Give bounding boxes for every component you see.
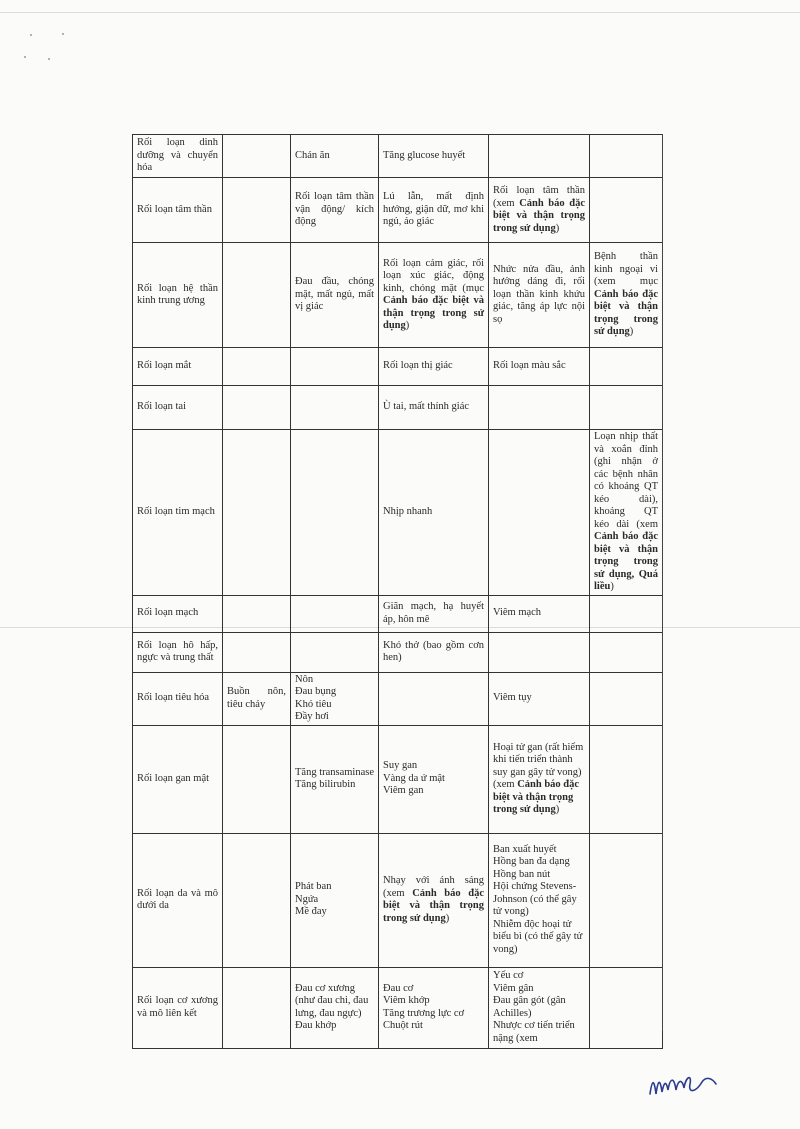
frequency-cell: Giãn mạch, hạ huyết áp, hôn mê xyxy=(379,595,489,632)
frequency-cell xyxy=(590,632,663,672)
frequency-cell: Nôn Đau bụng Khó tiêu Đầy hơi xyxy=(291,672,379,725)
frequency-cell xyxy=(489,386,590,430)
frequency-cell: Rối loạn thị giác xyxy=(379,348,489,386)
frequency-cell xyxy=(590,595,663,632)
frequency-cell: Bệnh thần kinh ngoại vi (xem mục Cảnh báo đặc biệt và thận trọng trong sử dụng) xyxy=(590,243,663,348)
table-row xyxy=(133,632,663,672)
organ-class-cell: Rối loạn cơ xương và mô liên kết xyxy=(133,967,223,1048)
organ-class-cell: Rối loạn mắt xyxy=(133,348,223,386)
frequency-cell xyxy=(223,178,291,243)
frequency-cell xyxy=(489,430,590,596)
frequency-cell xyxy=(223,348,291,386)
frequency-cell: Tăng transaminase Tăng bilirubin xyxy=(291,725,379,833)
frequency-cell: Ban xuất huyết Hồng ban đa dạng Hồng ban nút Hội chứng Stevens-Johnson (có thể gây tử vong) Nhiễm độc hoại tử biểu bì (có thể gây tử vong) xyxy=(489,833,590,967)
frequency-cell xyxy=(223,967,291,1048)
frequency-cell xyxy=(291,386,379,430)
table-row xyxy=(133,430,663,596)
table-row xyxy=(133,348,663,386)
table-right-border xyxy=(662,134,663,1031)
frequency-cell xyxy=(291,430,379,596)
frequency-cell: Lú lẫn, mất định hướng, giận dữ, mơ khi ngủ, ảo giác xyxy=(379,178,489,243)
frequency-cell: Nhức nửa đầu, ảnh hưởng dáng đi, rối loạn thần kinh khứu giác, tăng áp lực nội sọ xyxy=(489,243,590,348)
table-row xyxy=(133,725,663,833)
frequency-cell: Rối loạn tâm thần vận động/ kích động xyxy=(291,178,379,243)
frequency-cell xyxy=(223,135,291,178)
frequency-cell: Tăng glucose huyết xyxy=(379,135,489,178)
frequency-cell: Yếu cơ Viêm gân Đau gân gót (gân Achilles) Nhược cơ tiến triển nặng (xem xyxy=(489,967,590,1048)
frequency-cell: Loạn nhịp thất và xoắn đỉnh (ghi nhận ở các bệnh nhân có khoảng QT kéo dài), khoảng QT kéo dài (xem Cảnh báo đặc biệt và thận trọng trong sử dụng, Quá liều) xyxy=(590,430,663,596)
frequency-cell xyxy=(489,135,590,178)
frequency-cell xyxy=(223,386,291,430)
table-row xyxy=(133,833,663,967)
table-row xyxy=(133,967,663,1048)
frequency-cell xyxy=(489,632,590,672)
frequency-cell xyxy=(223,430,291,596)
organ-class-cell: Rối loạn mạch xyxy=(133,595,223,632)
handwritten-signature xyxy=(646,1068,726,1100)
frequency-cell: Nhịp nhanh xyxy=(379,430,489,596)
frequency-cell: Hoại tử gan (rất hiếm khi tiến triển thành suy gan gây tử vong) (xem Cảnh báo đặc biệt và thận trọng trong sử dụng) xyxy=(489,725,590,833)
table-row xyxy=(133,672,663,725)
scan-dot xyxy=(48,58,50,60)
frequency-cell: Đau cơ xương (như đau chi, đau lưng, đau ngực) Đau khớp xyxy=(291,967,379,1048)
organ-class-cell: Rối loạn tai xyxy=(133,386,223,430)
organ-class-cell: Rối loạn tâm thần xyxy=(133,178,223,243)
organ-class-cell: Rối loạn tim mạch xyxy=(133,430,223,596)
organ-class-cell: Rối loạn dinh dưỡng và chuyển hóa xyxy=(133,135,223,178)
scan-dot xyxy=(30,34,32,36)
frequency-cell: Đau cơ Viêm khớp Tăng trương lực cơ Chuột rút xyxy=(379,967,489,1048)
frequency-cell xyxy=(223,632,291,672)
organ-class-cell: Rối loạn hô hấp, ngực và trung thất xyxy=(133,632,223,672)
table-row xyxy=(133,386,663,430)
frequency-cell xyxy=(590,833,663,967)
table-row xyxy=(133,243,663,348)
frequency-cell xyxy=(291,595,379,632)
organ-class-cell: Rối loạn tiêu hóa xyxy=(133,672,223,725)
frequency-cell: Nhạy với ánh sáng (xem Cảnh báo đặc biệt và thận trọng trong sử dụng) xyxy=(379,833,489,967)
organ-class-cell: Rối loạn gan mật xyxy=(133,725,223,833)
frequency-cell: Phát ban Ngứa Mề đay xyxy=(291,833,379,967)
frequency-cell xyxy=(379,672,489,725)
scan-dot xyxy=(24,56,26,58)
frequency-cell: Buồn nôn, tiêu chảy xyxy=(223,672,291,725)
frequency-cell: Rối loạn tâm thần (xem Cảnh báo đặc biệt và thận trọng trong sử dụng) xyxy=(489,178,590,243)
frequency-cell: Viêm tụy xyxy=(489,672,590,725)
frequency-cell xyxy=(223,595,291,632)
frequency-cell: Đau đầu, chóng mặt, mất ngủ, mất vị giác xyxy=(291,243,379,348)
adverse-effects-table xyxy=(132,134,663,1049)
scan-dot xyxy=(62,33,64,35)
frequency-cell xyxy=(223,833,291,967)
frequency-cell xyxy=(590,386,663,430)
frequency-cell xyxy=(291,348,379,386)
frequency-cell: Rối loạn màu sắc xyxy=(489,348,590,386)
frequency-cell xyxy=(223,243,291,348)
frequency-cell xyxy=(590,135,663,178)
frequency-cell: Rối loạn cảm giác, rối loạn xúc giác, động kinh, chóng mặt (mục Cảnh báo đặc biệt và thận trọng trong sử dụng) xyxy=(379,243,489,348)
frequency-cell xyxy=(590,725,663,833)
frequency-cell: Suy gan Vàng da ứ mật Viêm gan xyxy=(379,725,489,833)
frequency-cell xyxy=(590,178,663,243)
organ-class-cell: Rối loạn da và mô dưới da xyxy=(133,833,223,967)
frequency-cell xyxy=(223,725,291,833)
frequency-cell xyxy=(590,348,663,386)
frequency-cell xyxy=(590,967,663,1048)
organ-class-cell: Rối loạn hệ thần kinh trung ương xyxy=(133,243,223,348)
table-row xyxy=(133,135,663,178)
frequency-cell: Viêm mạch xyxy=(489,595,590,632)
table-row xyxy=(133,595,663,632)
frequency-cell: Chán ăn xyxy=(291,135,379,178)
frequency-cell: Ù tai, mất thính giác xyxy=(379,386,489,430)
frequency-cell xyxy=(590,672,663,725)
frequency-cell xyxy=(291,632,379,672)
table-row xyxy=(133,178,663,243)
frequency-cell: Khó thở (bao gồm cơn hen) xyxy=(379,632,489,672)
scan-line xyxy=(0,12,800,13)
